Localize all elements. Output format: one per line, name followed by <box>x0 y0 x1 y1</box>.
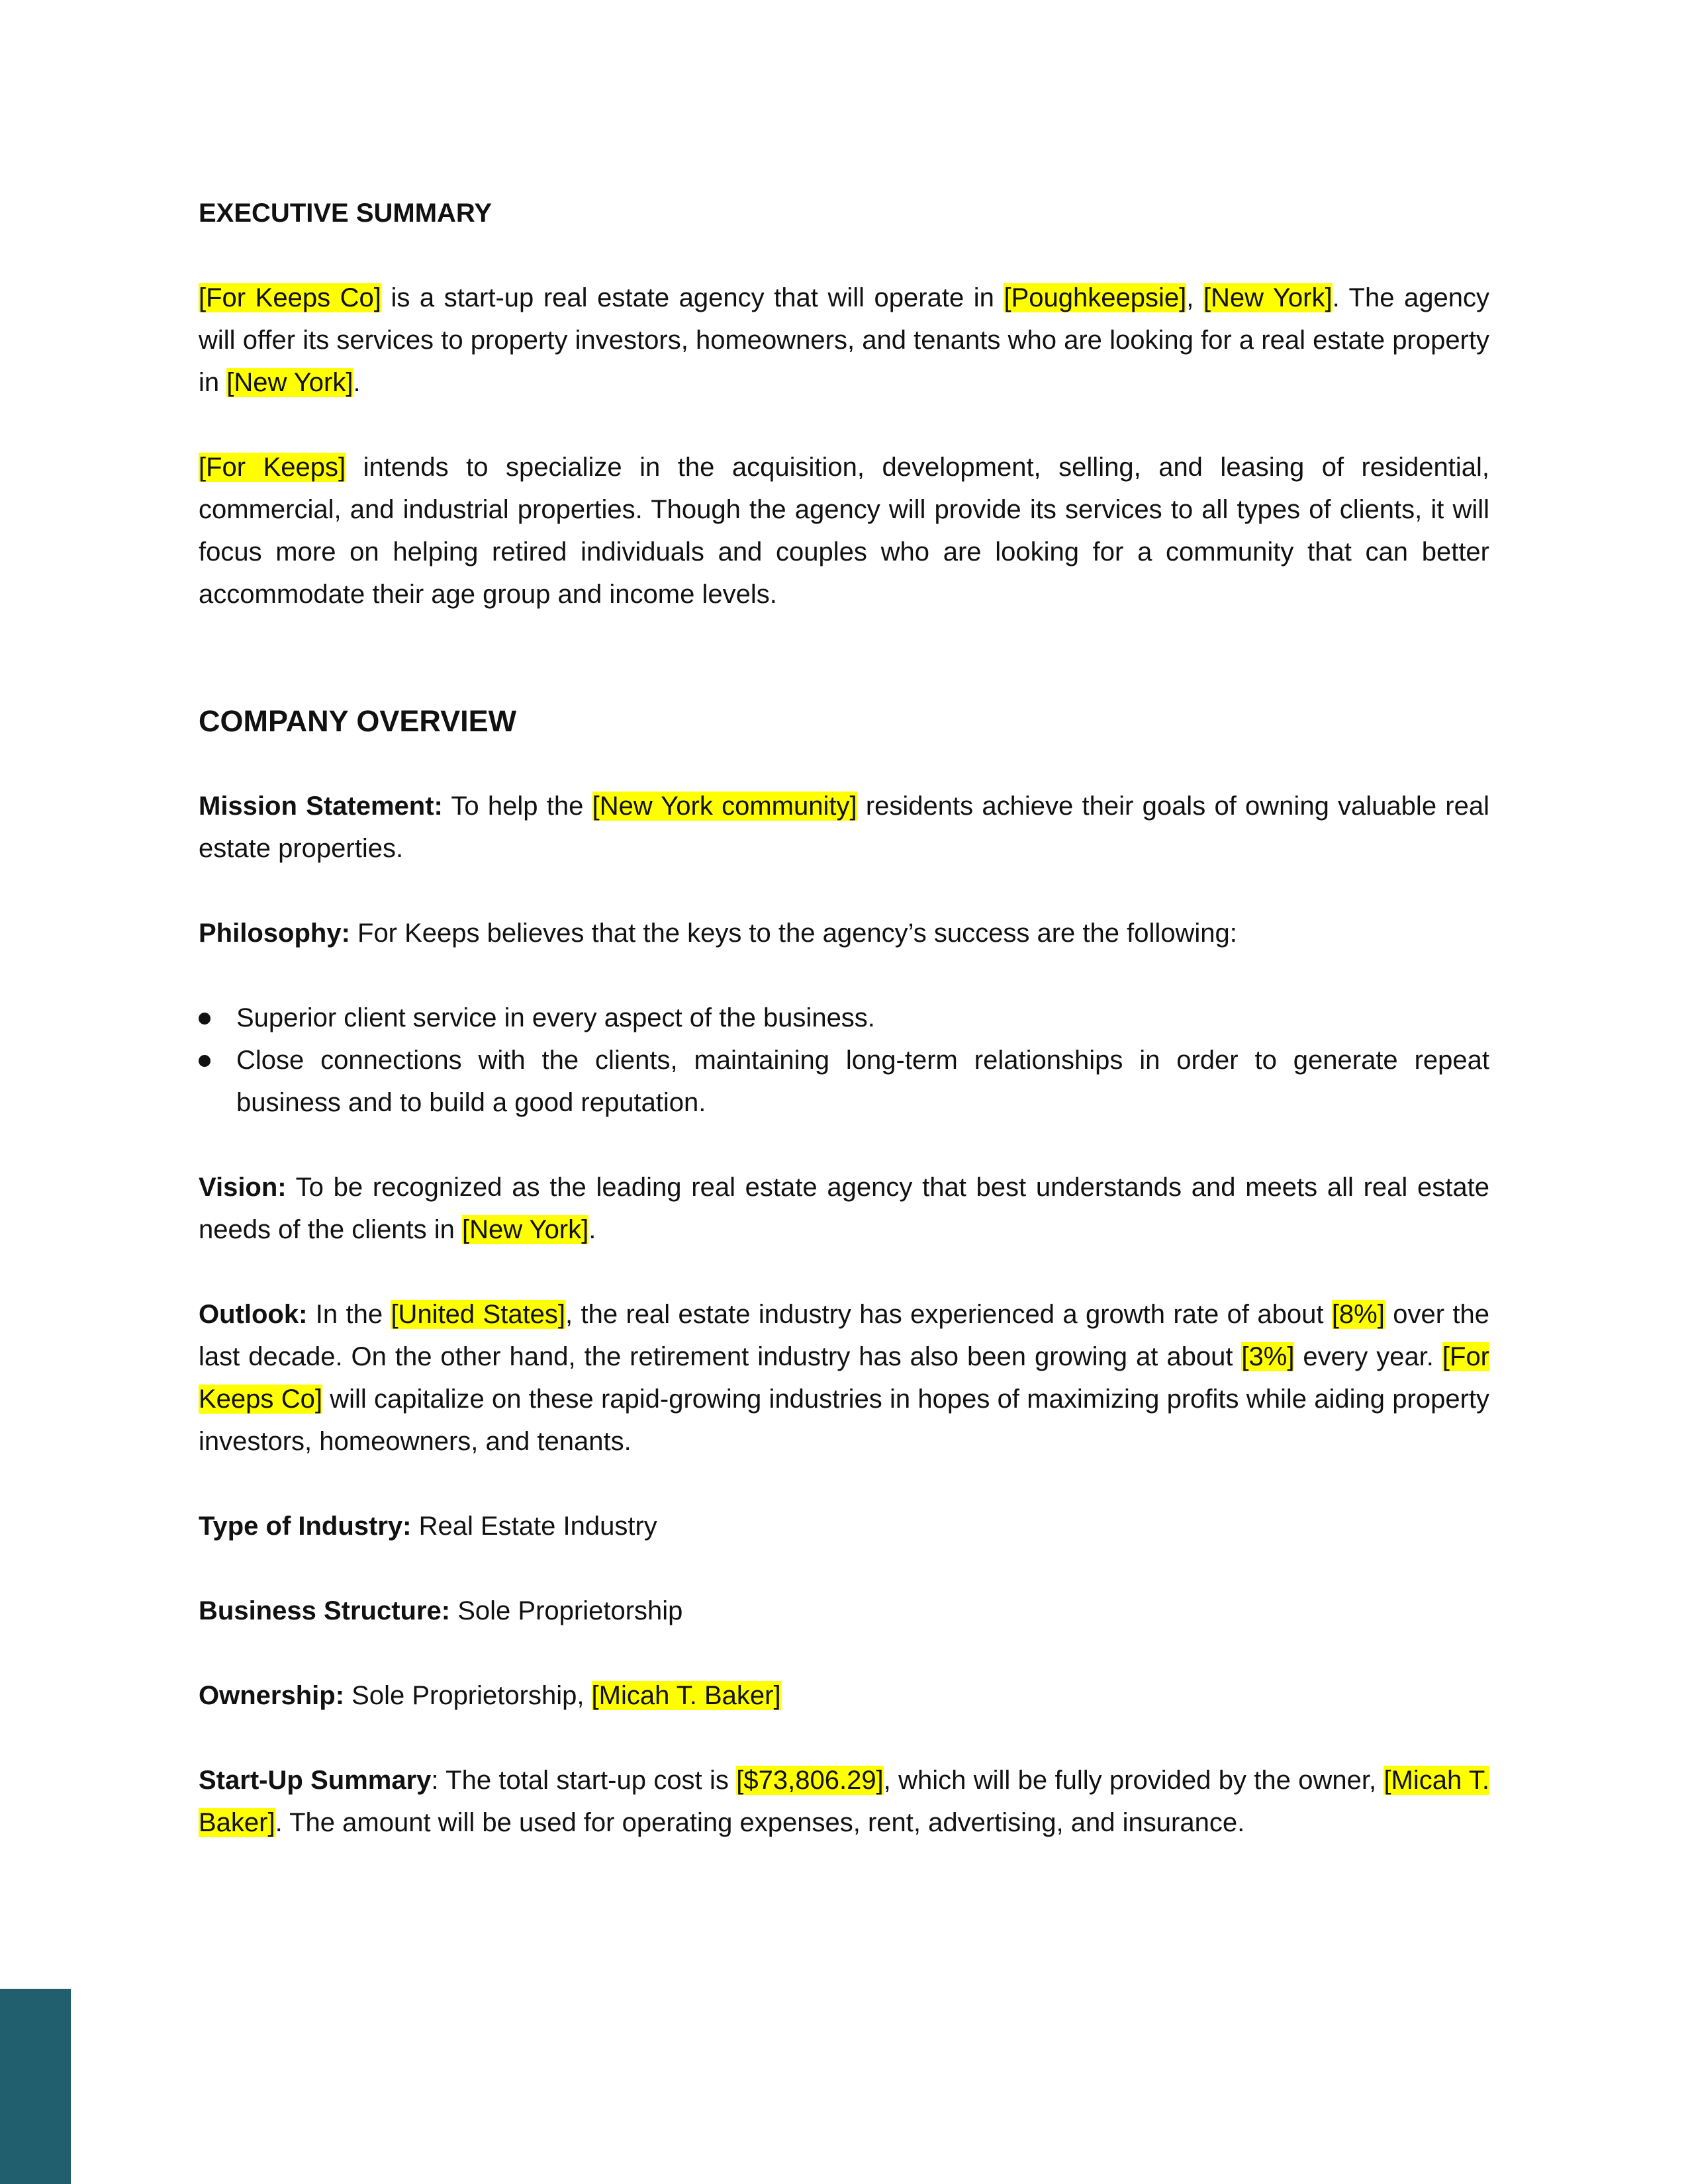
placeholder-owner-name: [Micah T. Baker] <box>199 1766 1489 1837</box>
document-body <box>199 192 1489 1844</box>
executive-summary-paragraph-1: [For Keeps Co] is a start-up real estate agency that will operate in [Poughkeepsie], [New York]. The agency will offer its services to property investors, homeowners, and tenants who are looking for a real estate property in [New York]. <box>199 283 1489 397</box>
placeholder-state: [New York] <box>1203 283 1333 312</box>
company-overview-heading: COMPANY OVERVIEW <box>199 704 517 738</box>
executive-summary-heading: EXECUTIVE SUMMARY <box>199 199 492 228</box>
philosophy-label: Philosophy: <box>199 919 350 948</box>
placeholder-owner-name: [Micah T. Baker] <box>591 1681 781 1710</box>
placeholder-growth-rate: [3%] <box>1241 1342 1295 1371</box>
placeholder-company-short-name: [For Keeps] <box>199 453 346 482</box>
philosophy: Philosophy: For Keeps believes that the keys to the agency’s success are the following: <box>199 919 1237 948</box>
placeholder-state: [New York] <box>462 1215 589 1244</box>
start-up-summary-label: Start-Up Summary <box>199 1766 432 1795</box>
placeholder-state: [New York] <box>226 368 353 397</box>
outlook-label: Outlook: <box>199 1300 308 1329</box>
vision: Vision: To be recognized as the leading real estate agency that best understands and meets all real estate needs of the clients in [New York]. <box>199 1173 1489 1244</box>
vision-label: Vision: <box>199 1173 287 1202</box>
list-item: Close connections with the clients, maintaining long-term relationships in order to generate repeat business and to build a good reputation. <box>199 1039 1489 1124</box>
type-of-industry: Type of Industry: Real Estate Industry <box>199 1512 657 1541</box>
ownership: Ownership: Sole Proprietorship, [Micah T. Baker] <box>199 1681 781 1710</box>
placeholder-growth-rate: [8%] <box>1331 1300 1385 1329</box>
ownership-label: Ownership: <box>199 1681 345 1710</box>
list-item: Superior client service in every aspect of the business. <box>199 997 1489 1039</box>
placeholder-company-name: [For Keeps Co] <box>199 1342 1490 1414</box>
decorative-corner-bar <box>0 1989 71 2184</box>
placeholder-start-up-cost: [$73,806.29] <box>736 1766 884 1795</box>
placeholder-city: [Poughkeepsie] <box>1004 283 1187 312</box>
business-structure-label: Business Structure: <box>199 1596 451 1625</box>
start-up-summary: Start-Up Summary: The total start-up cost is [$73,806.29], which will be fully provided by the owner, [Micah T. Baker]. The amount will be used for operating expenses, rent, advertising, and insurance. <box>199 1766 1489 1837</box>
mission-statement-label: Mission Statement: <box>199 792 443 821</box>
mission-statement: Mission Statement: To help the [New York community] residents achieve their goals of owning valuable real estate properties. <box>199 792 1490 863</box>
outlook: Outlook: In the [United States], the real estate industry has experienced a growth rate of about [8%] over the last decade. On the other hand, the retirement industry has also been growing at about [3%] every year. [For Keeps Co] will capitalize on these rapid-growing industries in hopes of maximizing profits while aiding property investors, homeowners, and tenants. <box>199 1300 1490 1456</box>
bullet-icon <box>199 1013 211 1024</box>
placeholder-community: [New York community] <box>592 792 857 821</box>
type-of-industry-label: Type of Industry: <box>199 1512 412 1541</box>
executive-summary-paragraph-2: [For Keeps] intends to specialize in the acquisition, development, selling, and leasing of residential, commercial, and industrial properties. Though the agency will provide its services to all types of clients, it will focus more on helping retired individuals and couples who are looking for a community that can better accommodate their age group and income levels. <box>199 453 1489 609</box>
placeholder-company-name: [For Keeps Co] <box>199 283 381 312</box>
philosophy-bullet-list <box>199 997 1489 1124</box>
business-structure: Business Structure: Sole Proprietorship <box>199 1596 683 1625</box>
bullet-icon <box>199 1055 211 1067</box>
placeholder-country: [United States] <box>391 1300 566 1329</box>
